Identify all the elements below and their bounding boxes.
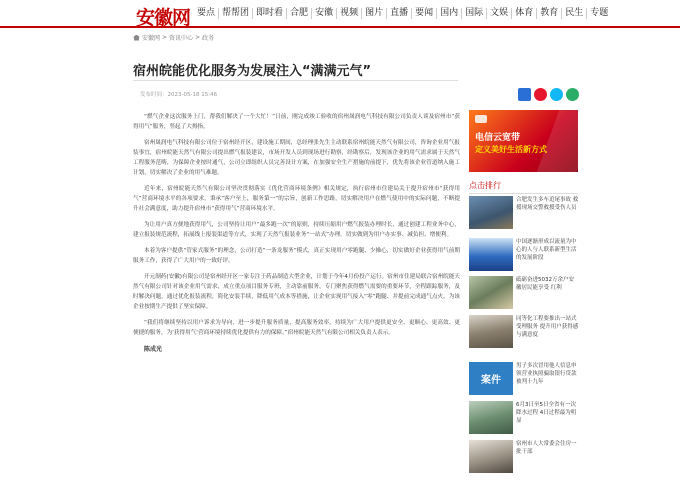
ad-banner[interactable] bbox=[469, 110, 578, 172]
rank-item[interactable] bbox=[469, 401, 579, 439]
article-paragraph: 为让用户真方便地获得用气，公司坚持让用户“最多跑一次”的原则，持续压缩用户燃气报装办理时长，通过创建工程业务中心，建立报装规范流程，拓展线上报装渠道等方式，实现了天然气报装业务“一站式”办理，切实做到为用户办实事、减负担、增便利。 bbox=[133, 222, 460, 238]
article-paragraph: 开元制药(安徽)有限公司是宿州经开区一家专注于药品制造大型企业，计划于今年4月份投产运行。宿州市住建局联合宿州皖能天然气有限公司针对该企业用气需求，成立重点项目服务专班，主动靠前服务，专门聚焦获得燃气需要的重要环节，全程跟踪服务，及时解决问题，通过优化报装流程，简化安装手续，降低用气成本等措施，让企业实现用气接入“零”跑腿、并提前完成通气点火，为该企业按期生产提供了坚实保障。 bbox=[133, 274, 460, 310]
breadcrumb-item[interactable]: 安徽网 bbox=[142, 35, 161, 42]
wechat-icon[interactable] bbox=[566, 88, 579, 101]
qq-icon[interactable] bbox=[550, 88, 563, 101]
rank-item[interactable] bbox=[469, 362, 579, 400]
thumbnail-image[interactable] bbox=[469, 196, 513, 229]
telecom-logo-icon bbox=[475, 115, 487, 123]
thumbnail-image[interactable] bbox=[469, 401, 513, 434]
thumbnail-image[interactable] bbox=[469, 440, 513, 473]
site-logo[interactable]: 安徽网 bbox=[136, 7, 191, 29]
home-icon[interactable] bbox=[133, 35, 140, 41]
rank-item-title[interactable]: 合肥发生多车追尾事故 救援现场交警救援受伤人员 bbox=[516, 197, 579, 211]
nav-item[interactable]: 视频 bbox=[336, 8, 361, 19]
article-paragraph: 近年来，宿州皖能天然气有限公司坚决贯彻落实《优化营商环境条例》相关规定，执行宿州市住建局关于提升宿州市“获得用气”营商环境水平的各项要求，秉承“客户至上，服务第一”的宗旨，创新工作思路，切实解决用户在燃气使用中的实际问题，不断提升社会满意度，助力提升宿州市“获得用气”营商环境水平。 bbox=[133, 186, 460, 212]
nav-item[interactable]: 民生 bbox=[561, 8, 586, 19]
rank-item[interactable] bbox=[469, 315, 579, 353]
rank-item-title[interactable]: 宿州市人大常委会住房一批干部 bbox=[516, 441, 577, 455]
article-body bbox=[133, 112, 460, 353]
breadcrumb-sep: > bbox=[162, 34, 168, 41]
article-paragraph: 宿州晟润电气科技有限公司位于宿州经开区，建设施工期间，总经理张先生主动联系宿州皖能天然气有限公司，咨询企业用气报装事宜，宿州皖能天然气有限公司提出燃气报装建议，市场开发人员到现场进行勘察，经勘察后，发现该企业的用气需求属于天然气工程服务范畴，为保障企业按时通气，公司立即组织人员完善设计方案，在加强安全生产措施的前提下，优先将该企业管道纳入施工计划，切实解决了企业的用气难题。 bbox=[133, 140, 460, 176]
nav-item[interactable]: 教育 bbox=[536, 8, 561, 19]
nav-item[interactable]: 专题 bbox=[586, 8, 611, 19]
nav-item[interactable]: 文娱 bbox=[486, 8, 511, 19]
rank-item-title[interactable]: 同等化工程要推出一站式受理服务 提升用户获得感与满意度 bbox=[516, 316, 579, 338]
main-nav bbox=[194, 8, 611, 19]
nav-item[interactable]: 要点 bbox=[197, 8, 216, 18]
site-header bbox=[0, 0, 680, 28]
share-plus-icon[interactable] bbox=[518, 88, 531, 101]
ad-subline: 定义美好生活新方式 bbox=[475, 145, 547, 154]
nav-item[interactable]: 图片 bbox=[361, 8, 386, 19]
nav-item[interactable]: 合肥 bbox=[286, 8, 311, 19]
rank-item[interactable] bbox=[469, 196, 579, 234]
case-thumbnail[interactable]: 案件 bbox=[469, 362, 513, 395]
ad-headline: 电信云宽带 bbox=[475, 133, 521, 143]
ad-decoration bbox=[537, 110, 578, 172]
publish-date: 发布时间：2023-05-18 15:46 bbox=[140, 92, 218, 98]
nav-item[interactable]: 体育 bbox=[511, 8, 536, 19]
thumbnail-image[interactable] bbox=[469, 238, 513, 271]
nav-item[interactable]: 国内 bbox=[436, 8, 461, 19]
rank-item-title[interactable]: 6月3日至5日全省有一次降水过程 4日过程最为明显 bbox=[516, 402, 577, 424]
rank-item[interactable] bbox=[469, 440, 579, 478]
nav-item[interactable]: 帮帮团 bbox=[218, 8, 252, 19]
rank-item-title[interactable]: 男子多次冒用他人信息申领营业执照骗取银行贷款被判十九年 bbox=[516, 363, 577, 385]
nav-item[interactable]: 国际 bbox=[461, 8, 486, 19]
rank-item[interactable] bbox=[469, 238, 579, 276]
nav-item[interactable]: 安徽 bbox=[311, 8, 336, 19]
article-paragraph: “燃气企业这次服务上门，帮我们解决了一个大忙！”日前，刚完成竣工验收的宿州晟润电气科技有限公司负责人谈及宿州市“获得用气”服务，竖起了大拇指。 bbox=[133, 114, 460, 130]
rank-item-title[interactable]: 中国逐渐形成以流量为中心的人与人联系新型生活的发展阶段 bbox=[516, 239, 577, 261]
rank-title: 点击排行 bbox=[469, 180, 578, 194]
rank-item-title[interactable]: 砥砺奋进5032万余户安徽居民能享受 红利 bbox=[516, 277, 574, 291]
nav-item[interactable]: 要闻 bbox=[411, 8, 436, 19]
nav-item[interactable]: 即时看 bbox=[252, 8, 286, 19]
rank-item[interactable] bbox=[469, 276, 579, 314]
breadcrumb-item[interactable]: 资讯中心 bbox=[169, 35, 194, 42]
title-divider bbox=[133, 80, 458, 81]
nav-item[interactable]: 直播 bbox=[386, 8, 411, 19]
breadcrumb-sep: > bbox=[195, 34, 201, 41]
article-title: 宿州皖能优化服务为发展注入“满满元气” bbox=[133, 64, 372, 79]
breadcrumb-item[interactable]: 政务 bbox=[202, 35, 215, 42]
thumbnail-image[interactable] bbox=[469, 315, 513, 348]
thumbnail-image[interactable] bbox=[469, 276, 513, 309]
weibo-icon[interactable] bbox=[534, 88, 547, 101]
article-paragraph: “我们将继续坚持以用户诉求为导向，进一步提升服务质量，提高服务效率，持续为广大用户提供更安全、更顺心、更高效、更便捷的服务，为‘获得用气’营商环境持续优化提供有力的保障。”宿州皖能天然气有限公司相关负责人表示。 bbox=[133, 320, 460, 336]
article-paragraph: 本着为客户提供“管家式服务”的理念，公司打造“一条龙服务”模式，真正实现用户零跑腿、少操心，切实做好企业获得用气前期服务工作，获得了广大用户的一致好评。 bbox=[133, 248, 460, 264]
article-author: 陈成光 bbox=[144, 346, 163, 353]
breadcrumb bbox=[133, 33, 214, 42]
share-bar bbox=[518, 88, 579, 101]
